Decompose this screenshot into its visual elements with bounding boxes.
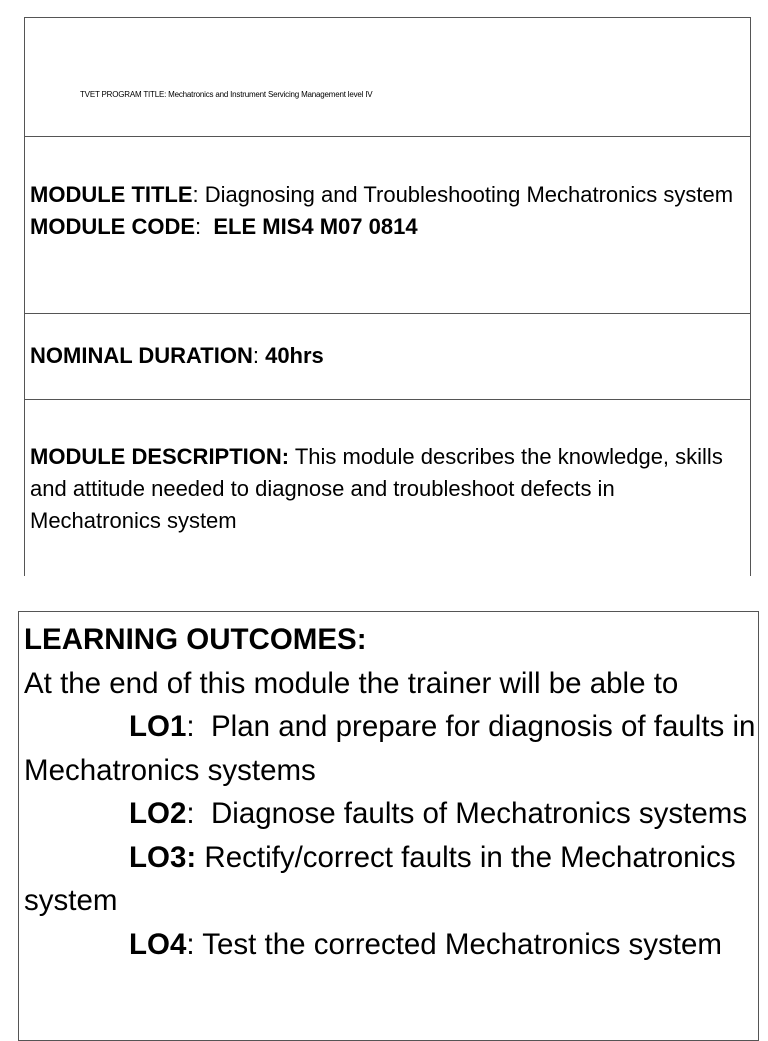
learning-outcomes-slide xyxy=(18,611,759,1041)
learning-outcome-item xyxy=(24,792,759,836)
outcome-separator: : xyxy=(186,927,203,961)
learning-outcomes-body xyxy=(24,618,759,966)
outcome-text: Plan and prepare for diagnosis of faults in Mechatronics systems xyxy=(24,710,756,787)
description-label: MODULE DESCRIPTION: xyxy=(30,444,290,469)
module-code-label: MODULE CODE xyxy=(30,214,195,239)
duration-separator: : xyxy=(252,343,266,368)
duration-value: 40hrs xyxy=(265,343,324,368)
module-title xyxy=(30,179,745,211)
outcome-code: LO1 xyxy=(129,710,187,743)
nominal-duration xyxy=(30,340,745,372)
module-code-value: ELE MIS4 M07 0814 xyxy=(213,214,418,239)
program-title: TVET PROGRAM TITLE: Mechatronics and Instrument Servicing Management level IV xyxy=(80,90,373,99)
duration-row xyxy=(25,314,750,400)
description-row xyxy=(25,400,750,577)
learning-outcome-item xyxy=(24,705,759,792)
duration-label: NOMINAL DURATION xyxy=(30,343,253,368)
outcome-separator: : xyxy=(186,710,211,743)
outcome-text: Diagnose faults of Mechatronics systems xyxy=(210,797,748,830)
learning-outcome-item xyxy=(24,923,759,967)
module-code-separator: : xyxy=(195,214,214,239)
description-value: This module describes the knowledge, skills and attitude needed to diagnose and troubleshoot defects in Mechatronics system xyxy=(30,444,723,533)
module-description xyxy=(30,441,745,537)
outcome-separator: : xyxy=(186,797,211,830)
outcome-code: LO2 xyxy=(129,797,187,830)
outcome-text: Test the corrected Mechatronics system xyxy=(202,927,722,961)
module-title-value: : Diagnosing and Troubleshooting Mechatronics system xyxy=(192,182,734,207)
module-info-slide xyxy=(24,17,751,576)
outcome-text: Rectify/correct faults in the Mechatronics system xyxy=(24,840,736,917)
learning-outcomes-heading: LEARNING OUTCOMES: xyxy=(24,623,367,656)
learning-outcomes-intro: At the end of this module the trainer will be able to xyxy=(24,666,679,700)
outcome-code: LO4 xyxy=(129,927,187,961)
module-title-label: MODULE TITLE xyxy=(30,182,193,207)
module-block xyxy=(30,179,745,243)
module-row xyxy=(25,137,750,314)
outcome-code: LO3: xyxy=(129,840,197,874)
module-code xyxy=(30,211,745,243)
learning-outcome-item xyxy=(24,836,759,923)
program-title-row xyxy=(25,18,750,137)
